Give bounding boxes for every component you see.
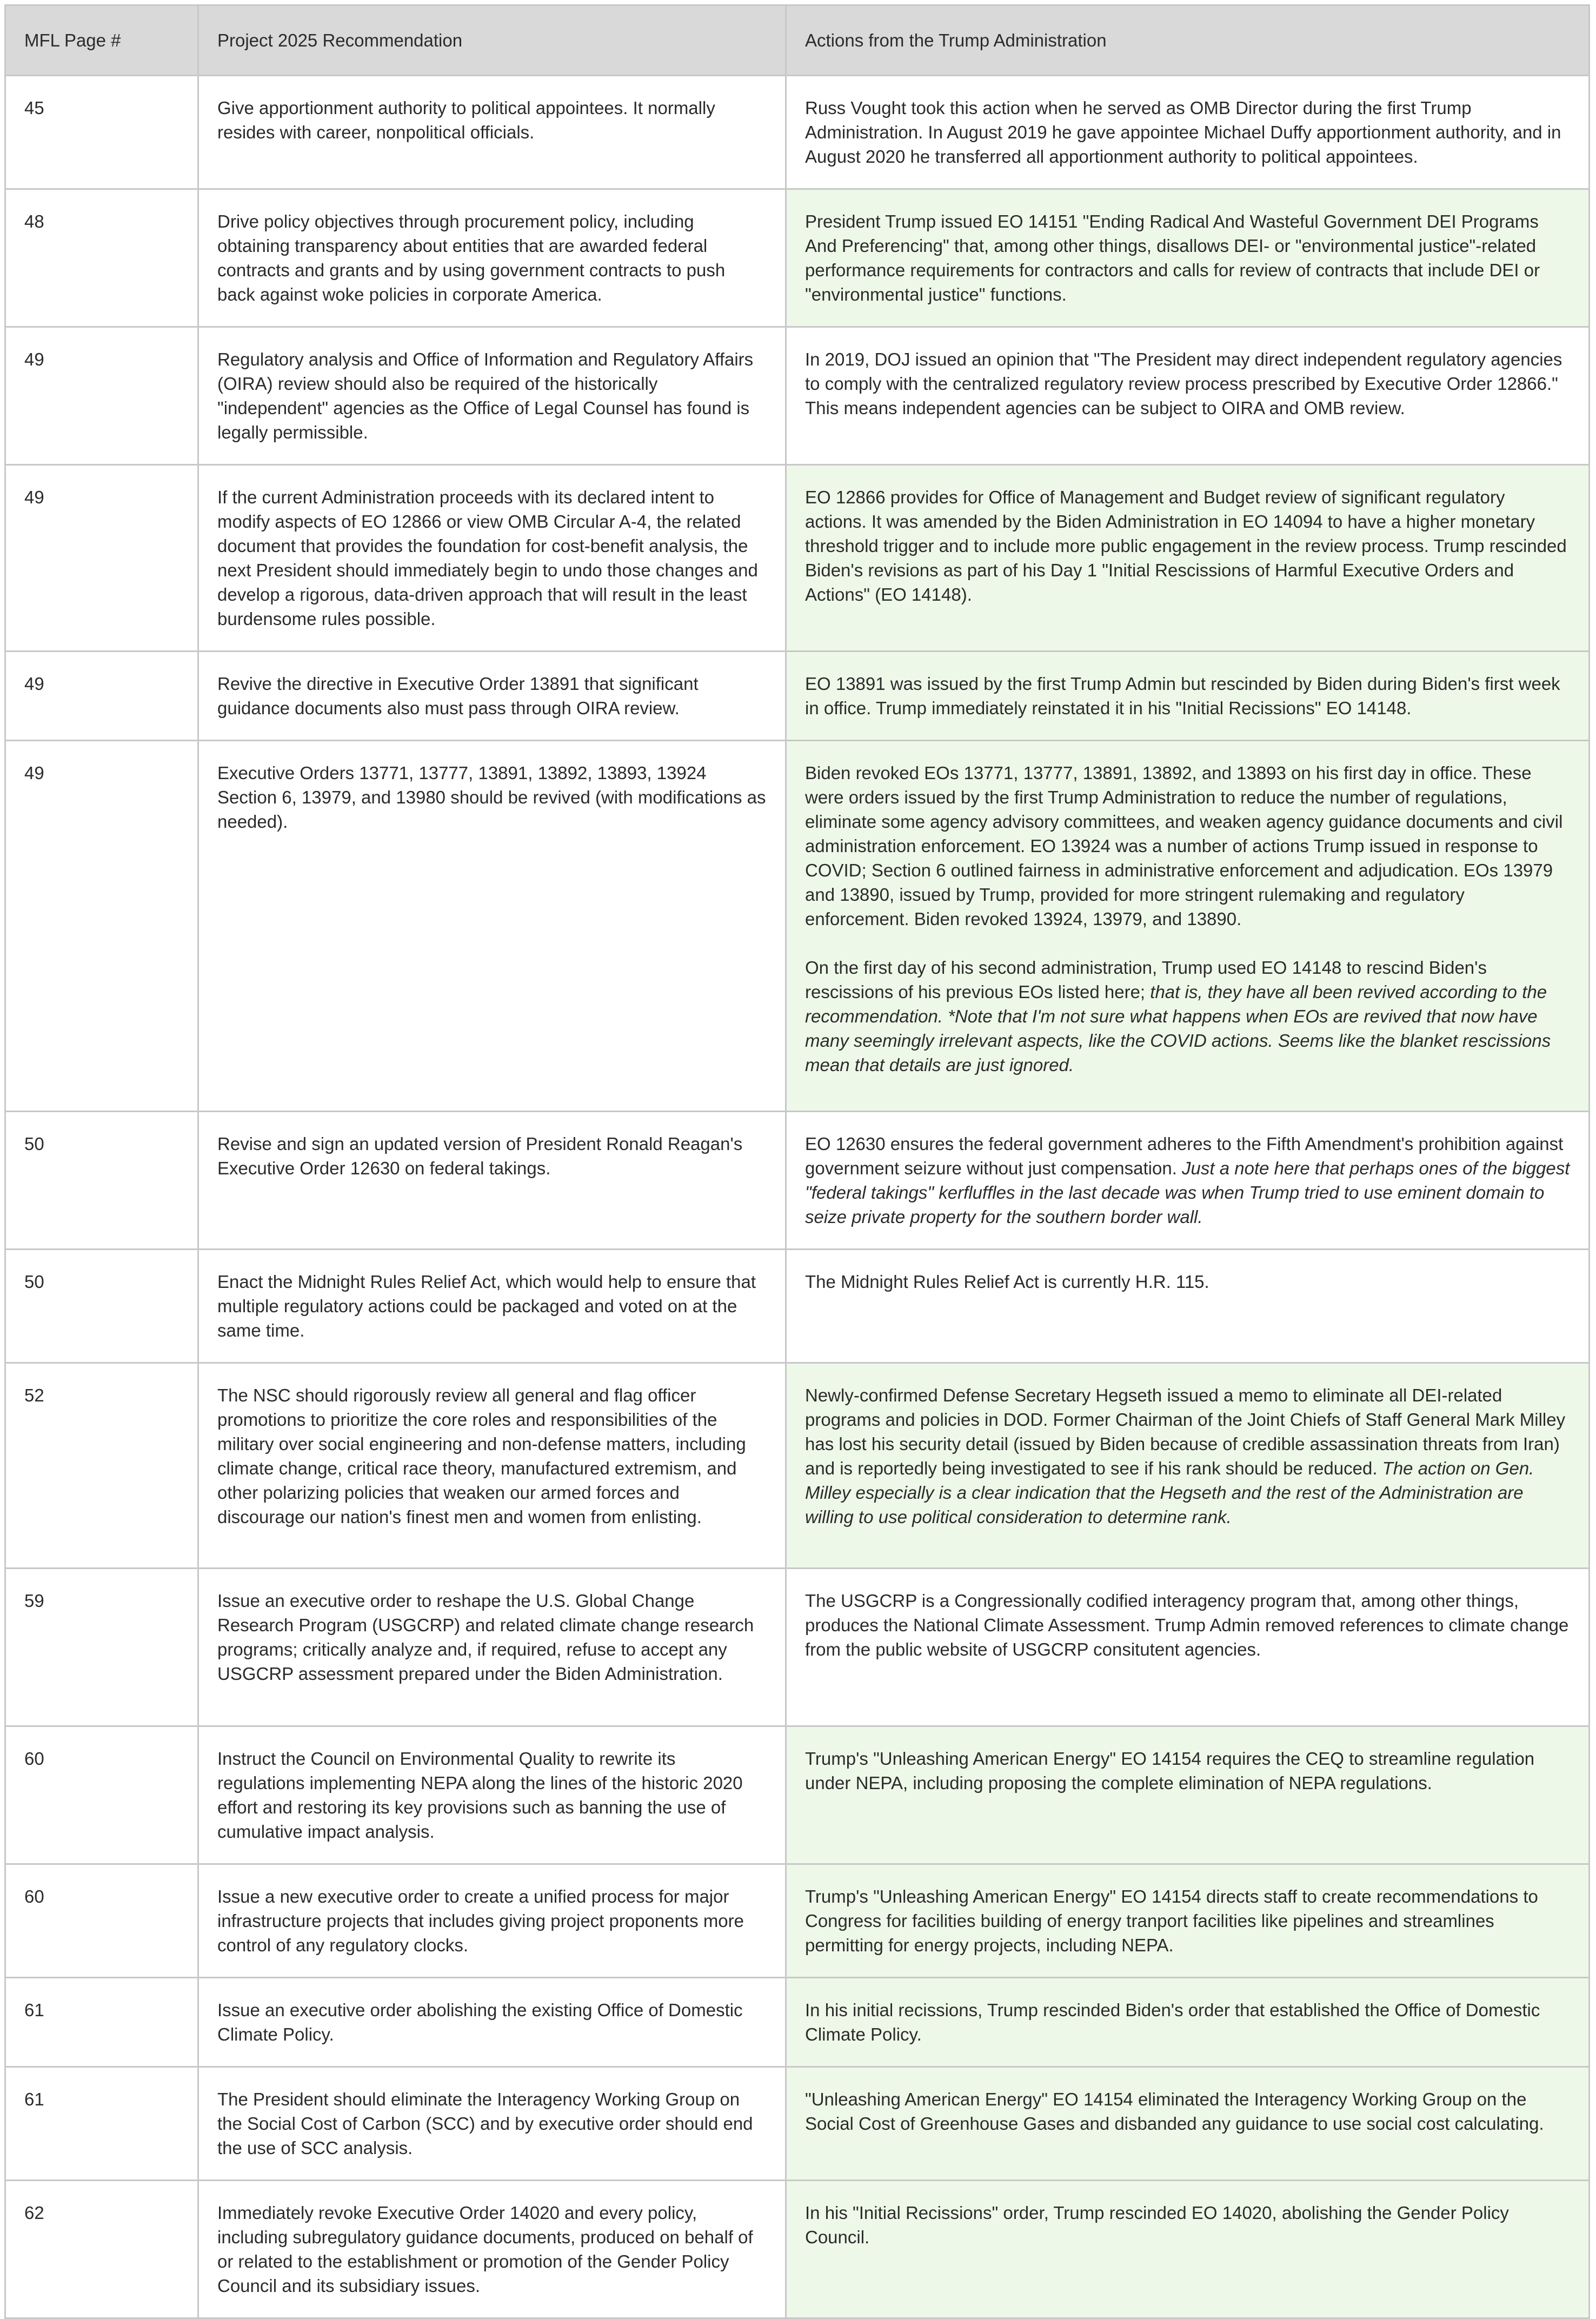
action-cell [786, 465, 1590, 652]
action-text: The Midnight Rules Relief Act is currently H.R. 115. [805, 1272, 1209, 1292]
page-cell: 49 [5, 741, 198, 1112]
page-cell: 49 [5, 465, 198, 652]
page-cell: 49 [5, 652, 198, 741]
action-text: President Trump issued EO 14151 "Ending Radical And Wasteful Government DEI Programs And Preferencing" that, among other things, disallows DEI- or "environmental justice"-related performance requirements for contractors and calls for review of contracts that include DEI or "environmental justice" functions. [805, 211, 1540, 304]
recommendation-cell: Regulatory analysis and Office of Information and Regulatory Affairs (OIRA) review should also be required of the historically "independent" agencies as the Office of Legal Counsel has found is legally permissible. [198, 327, 786, 465]
action-text: EO 13891 was issued by the first Trump Admin but rescinded by Biden during Biden's first week in office. Trump immediately reinstated it in his "Initial Recissions" EO 14148. [805, 674, 1560, 718]
recommendation-cell: Enact the Midnight Rules Relief Act, which would help to ensure that multiple regulatory actions could be packaged and voted on at the same time. [198, 1250, 786, 1363]
action-text: Trump's "Unleashing American Energy" EO 14154 directs staff to create recommendations to Congress for facilities building of energy tranport facilities like pipelines and streamlines permitting for energy projects, including NEPA. [805, 1886, 1538, 1955]
table-row [5, 652, 1590, 741]
recommendation-cell: Issue an executive order to reshape the U.S. Global Change Research Program (USGCRP) and related climate change research programs; critically analyze and, if required, refuse to accept any USGCRP assessment prepared under the Biden Administration. [198, 1569, 786, 1726]
page-cell: 62 [5, 2181, 198, 2318]
action-note: that is, they have all been revived according to the recommendation. *Note that I'm not sure what happens when EOs are revived that now have many seemingly irrelevant aspects, like the COVID actions. Seems like the blanket rescissions mean that details are just ignored. [805, 982, 1551, 1075]
page-cell: 60 [5, 1864, 198, 1978]
action-cell [786, 1726, 1590, 1864]
recommendation-cell: Instruct the Council on Environmental Quality to rewrite its regulations implementing NEPA along the lines of the historic 2020 effort and restoring its key provisions such as banning the use of cumulative impact analysis. [198, 1726, 786, 1864]
action-cell [786, 741, 1590, 1112]
table-row [5, 465, 1590, 652]
recommendation-cell: The NSC should rigorously review all general and flag officer promotions to prioritize the core roles and responsibilities of the military over social engineering and non-defense matters, including climate change, critical race theory, manufactured extremism, and other polarizing policies that weaken our armed forces and discourage our nation's finest men and women from enlisting. [198, 1363, 786, 1569]
action-cell [786, 1569, 1590, 1726]
action-paragraph-2 [805, 955, 1570, 1077]
recommendation-cell: Executive Orders 13771, 13777, 13891, 13892, 13893, 13924 Section 6, 13979, and 13980 should be revived (with modifications as needed). [198, 741, 786, 1112]
action-text: On the first day of his second administration, Trump used EO 14148 to rescind Biden's rescissions of his previous EOs listed here; [805, 958, 1487, 1002]
page-cell: 52 [5, 1363, 198, 1569]
recommendation-cell: If the current Administration proceeds with its declared intent to modify aspects of EO 12866 or view OMB Circular A-4, the related document that provides the foundation for cost-benefit analysis, the next President should immediately begin to undo those changes and develop a rigorous, data-driven approach that will result in the least burdensome rules possible. [198, 465, 786, 652]
table-row [5, 1363, 1590, 1569]
action-text: Trump's "Unleashing American Energy" EO 14154 requires the CEQ to streamline regulation under NEPA, including proposing the complete elimination of NEPA regulations. [805, 1749, 1535, 1793]
table-row [5, 76, 1590, 189]
action-text: The USGCRP is a Congressionally codified interagency program that, among other things, produces the National Climate Assessment. Trump Admin removed references to climate change from the public website of USGCRP consitutent agencies. [805, 1591, 1569, 1659]
page-cell: 61 [5, 1978, 198, 2067]
page-cell: 45 [5, 76, 198, 189]
action-cell [786, 76, 1590, 189]
page-cell: 49 [5, 327, 198, 465]
action-text: Newly-confirmed Defense Secretary Hegseth issued a memo to eliminate all DEI-related programs and policies in DOD. Former Chairman of the Joint Chiefs of Staff General Mark Milley has lost his security detail (issued by Biden because of credible assassination threats from Iran) and is reportedly being investigated to see if his rank should be reduced. [805, 1385, 1566, 1478]
action-note: Just a note here that perhaps ones of the biggest "federal takings" kerfluffles in the last decade was when Trump tried to use eminent domain to seize private property for the southern border wall. [805, 1158, 1570, 1227]
header-row [5, 5, 1590, 76]
table-row [5, 1112, 1590, 1250]
header-action: Actions from the Trump Administration [786, 5, 1590, 76]
table-row [5, 1726, 1590, 1864]
table-row [5, 1864, 1590, 1978]
action-cell [786, 2067, 1590, 2181]
table-row [5, 741, 1590, 1112]
action-cell [786, 2181, 1590, 2318]
table-row [5, 2067, 1590, 2181]
recommendation-cell: Issue a new executive order to create a unified process for major infrastructure projects that includes giving project proponents more control of any regulatory clocks. [198, 1864, 786, 1978]
action-text: In 2019, DOJ issued an opinion that "The President may direct independent regulatory agencies to comply with the centralized regulatory review process prescribed by Executive Order 12866." This means independent agencies can be subject to OIRA and OMB review. [805, 349, 1562, 418]
header-page: MFL Page # [5, 5, 198, 76]
action-cell [786, 327, 1590, 465]
recommendation-cell: Revise and sign an updated version of President Ronald Reagan's Executive Order 12630 on federal takings. [198, 1112, 786, 1250]
page-cell: 50 [5, 1250, 198, 1363]
recommendation-cell: The President should eliminate the Interagency Working Group on the Social Cost of Carbon (SCC) and by executive order should end the use of SCC analysis. [198, 2067, 786, 2181]
action-cell [786, 1978, 1590, 2067]
action-text: "Unleashing American Energy" EO 14154 eliminated the Interagency Working Group on the Social Cost of Greenhouse Gases and disbanded any guidance to use social cost calculating. [805, 2089, 1544, 2134]
page-cell: 60 [5, 1726, 198, 1864]
action-note: The action on Gen. Milley especially is a clear indication that the Hegseth and the rest of the Administration are willing to use political consideration to determine rank. [805, 1458, 1534, 1527]
action-text: Biden revoked EOs 13771, 13777, 13891, 13892, and 13893 on his first day in office. These were orders issued by the first Trump Administration to reduce the number of regulations, eliminate some agency advisory committees, and weaken agency guidance documents and civil administration enforcement. EO 13924 was a number of actions Trump issued in response to COVID; Section 6 outlined fairness in administrative enforcement and adjudication. EOs 13979 and 13890, issued by Trump, provided for more stringent rulemaking and regulatory enforcement. Biden revoked 13924, 13979, and 13890. [805, 763, 1563, 929]
action-cell [786, 1864, 1590, 1978]
table-row [5, 189, 1590, 327]
recommendation-cell: Issue an executive order abolishing the existing Office of Domestic Climate Policy. [198, 1978, 786, 2067]
action-text: In his initial recissions, Trump rescinded Biden's order that established the Office of Domestic Climate Policy. [805, 2000, 1540, 2044]
page-cell: 59 [5, 1569, 198, 1726]
action-text: In his "Initial Recissions" order, Trump rescinded EO 14020, abolishing the Gender Policy Council. [805, 2203, 1509, 2247]
recommendation-cell: Immediately revoke Executive Order 14020 and every policy, including subregulatory guidance documents, produced on behalf of or related to the establishment or promotion of the Gender Policy Council and its subsidiary issues. [198, 2181, 786, 2318]
action-text: EO 12866 provides for Office of Management and Budget review of significant regulatory actions. It was amended by the Biden Administration in EO 14094 to have a higher monetary threshold trigger and to include more public engagement in the review process. Trump rescinded Biden's revisions as part of his Day 1 "Initial Rescissions of Harmful Executive Orders and Actions" (EO 14148). [805, 487, 1567, 604]
action-cell [786, 652, 1590, 741]
action-text: Russ Vought took this action when he served as OMB Director during the first Trump Administration. In August 2019 he gave appointee Michael Duffy apportionment authority, and in August 2020 he transferred all apportionment authority to political appointees. [805, 98, 1561, 167]
table-row [5, 1569, 1590, 1726]
table-row [5, 2181, 1590, 2318]
recommendation-cell: Drive policy objectives through procurement policy, including obtaining transparency about entities that are awarded federal contracts and grants and by using government contracts to push back against woke policies in corporate America. [198, 189, 786, 327]
action-cell [786, 1112, 1590, 1250]
action-cell [786, 1363, 1590, 1569]
recommendations-table [4, 4, 1590, 2319]
table-row [5, 327, 1590, 465]
table-row [5, 1978, 1590, 2067]
action-text: EO 12630 ensures the federal government adheres to the Fifth Amendment's prohibition against government seizure without just compensation. [805, 1134, 1564, 1178]
recommendation-cell: Give apportionment authority to political appointees. It normally resides with career, nonpolitical officials. [198, 76, 786, 189]
header-recommendation: Project 2025 Recommendation [198, 5, 786, 76]
page-cell: 50 [5, 1112, 198, 1250]
recommendation-cell: Revive the directive in Executive Order 13891 that significant guidance documents also must pass through OIRA review. [198, 652, 786, 741]
page-cell: 61 [5, 2067, 198, 2181]
table-row [5, 1250, 1590, 1363]
page-cell: 48 [5, 189, 198, 327]
action-cell [786, 189, 1590, 327]
action-cell [786, 1250, 1590, 1363]
